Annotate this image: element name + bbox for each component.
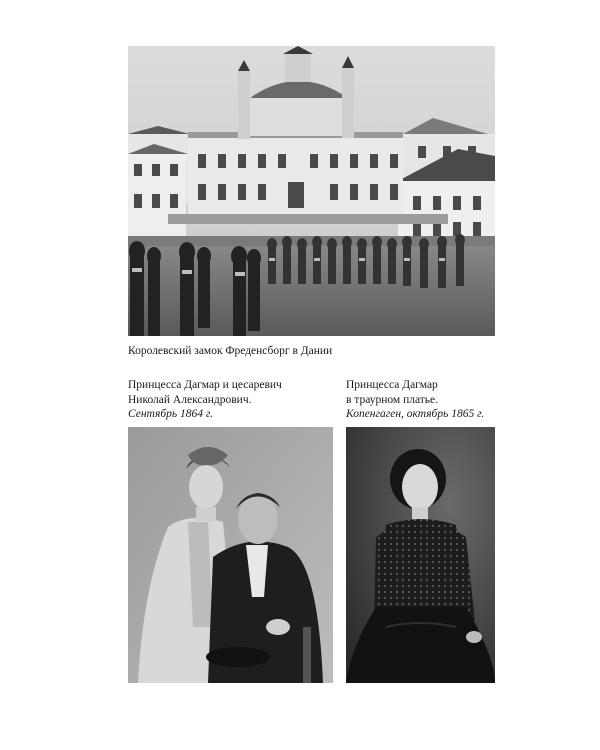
caption-line-2: в траурном платье. <box>346 393 439 406</box>
caption-line-1: Принцесса Дагмар и цесаревич <box>128 379 282 391</box>
castle-caption-text: Королевский замок Фреденсборг в Дании <box>128 345 333 357</box>
fredensborg-castle-photo <box>128 46 495 336</box>
dagmar-mourning-photo <box>346 427 495 683</box>
dagmar-nikolai-photo <box>128 427 333 683</box>
dagmar-mourning-caption <box>346 378 484 422</box>
caption-line-1: Принцесса Дагмар <box>346 379 438 391</box>
dagmar-nikolai-caption <box>128 378 282 422</box>
castle-caption <box>128 344 332 359</box>
caption-line-2: Николай Александрович. <box>128 393 252 406</box>
caption-date: Копенгаген, октябрь 1865 г. <box>346 408 485 420</box>
caption-date: Сентябрь 1864 г. <box>128 408 214 420</box>
